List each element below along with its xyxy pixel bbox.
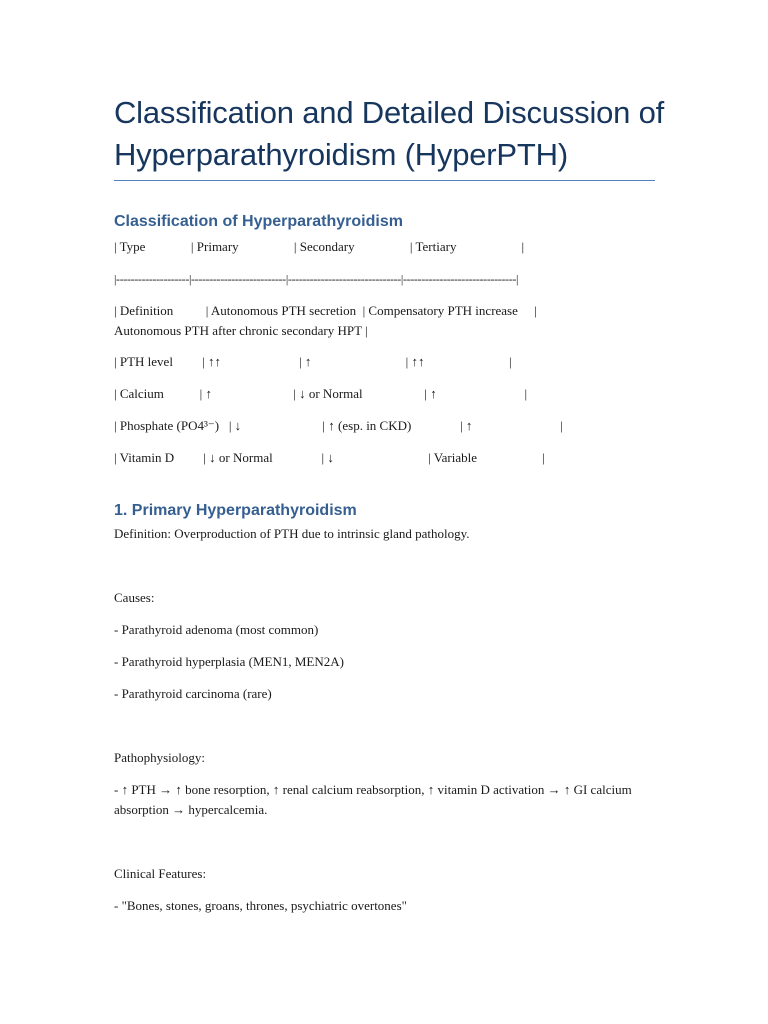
table-pth-row: | PTH level | ↑↑ | ↑ | ↑↑ | — [114, 354, 512, 369]
table-header-row: | Type | Primary | Secondary | Tertiary | — [114, 239, 525, 254]
cause-item: - Parathyroid carcinoma (rare) — [114, 686, 272, 701]
title-underline — [114, 180, 655, 181]
table-definition-row-continued: Autonomous PTH after chronic secondary HPT | — [114, 323, 368, 338]
clinical-features-text: - "Bones, stones, groans, thrones, psychiatric overtones" — [114, 898, 407, 913]
title-line-1: Classification and Detailed Discussion of — [114, 95, 665, 130]
causes-label: Causes: — [114, 590, 155, 605]
table-vitamin-d-row: | Vitamin D | ↓ or Normal | ↓ | Variable | — [114, 450, 545, 465]
document-title — [114, 92, 674, 176]
title-line-2: Hyperparathyroidism (HyperPTH) — [114, 137, 568, 172]
table-calcium-row: | Calcium | ↑ | ↓ or Normal | ↑ | — [114, 386, 528, 401]
primary-definition: Definition: Overproduction of PTH due to intrinsic gland pathology. — [114, 526, 470, 541]
table-phosphate-row: | Phosphate (PO4³⁻) | ↓ | ↑ (esp. in CKD) | ↑ | — [114, 418, 563, 433]
pathophysiology-text: - ↑ PTH → ↑ bone resorption, ↑ renal calcium reabsorption, ↑ vitamin D activation → ↑ GI calcium absorption → hypercalcemia. — [114, 782, 632, 817]
cause-item: - Parathyroid adenoma (most common) — [114, 622, 319, 637]
cause-item: - Parathyroid hyperplasia (MEN1, MEN2A) — [114, 654, 344, 669]
classification-heading: Classification of Hyperparathyroidism — [114, 213, 403, 230]
table-definition-row: | Definition | Autonomous PTH secretion | Compensatory PTH increase | — [114, 303, 537, 318]
pathophysiology-label: Pathophysiology: — [114, 750, 206, 765]
primary-heading: 1. Primary Hyperparathyroidism — [114, 502, 357, 519]
table-separator-row: |--------------------|--------------------------|-------------------------------|-------------------------------| — [114, 272, 519, 286]
clinical-features-label: Clinical Features: — [114, 866, 207, 881]
